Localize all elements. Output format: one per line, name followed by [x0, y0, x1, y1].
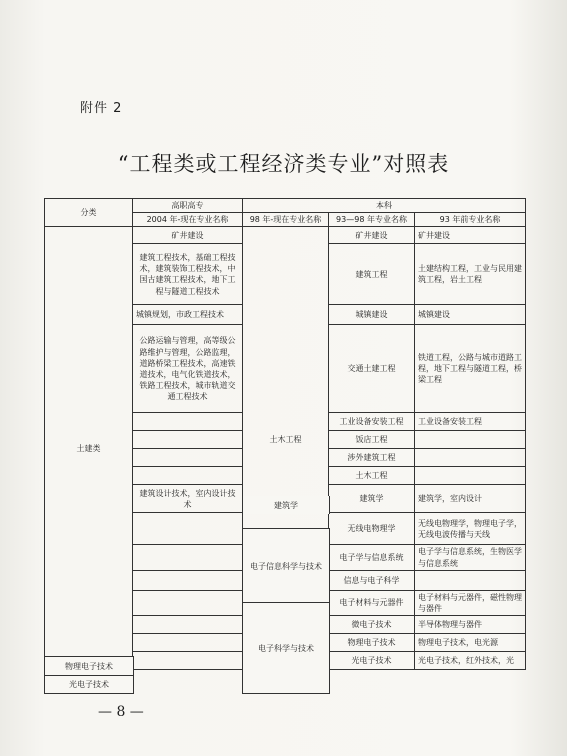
page-number: — 8 —: [98, 704, 144, 720]
empty-cell: [133, 634, 243, 652]
header-col-2004: 2004 年-现在专业名称: [133, 213, 243, 227]
cell-93-nonradio: 无线电物理学: [329, 513, 415, 545]
empty-cell: [133, 570, 243, 590]
cell-93-mining: 矿井建设: [329, 227, 415, 244]
cell-93-town: 城镇建设: [329, 305, 415, 325]
page-title: “工程类或工程经济类专业”对照表: [117, 152, 450, 176]
cell-p93-micro: 半导体物理与器件: [415, 616, 526, 634]
cell-p93-town: 城镇建设: [415, 305, 526, 325]
cell-93-infoe: 信息与电子科学: [329, 570, 415, 590]
empty-cell: [133, 616, 243, 634]
header-category: 分类: [45, 199, 133, 227]
cell-v-transport: 公路运输与管理，高等级公路维护与管理，公路监理，道路桥梁工程技术，高速铁道技术，电气化铁道技术，铁路工程技术，城市轨道交通工程技术: [133, 325, 243, 413]
empty-cell: [415, 570, 526, 590]
empty-cell: [415, 449, 526, 467]
empty-cell: [415, 467, 526, 485]
cell-93-arch: 建筑学: [329, 485, 415, 513]
header-undergrad: 本科: [243, 199, 526, 213]
cell-93-opto: 光电子技术: [329, 652, 415, 670]
cell-93-micro: 微电子技术: [329, 616, 415, 634]
category-civil: 土建类: [45, 227, 133, 670]
cell-93-building: 建筑工程: [329, 244, 415, 305]
empty-cell: [133, 590, 243, 615]
cell-p93-eis: 电子学与信息系统，生物医学与信息系统: [415, 545, 526, 570]
empty-cell: [133, 545, 243, 570]
empty-cell: [415, 431, 526, 449]
cell-93-transport: 交通土建工程: [329, 325, 415, 413]
cell-v-building: 建筑工程技术，基础工程技术，建筑装饰工程技术，中国古建筑工程技术，地下工程与隧道工程技术: [133, 244, 243, 305]
cell-p93-nonradio: 无线电物理学，物理电子学，无线电波传播与天线: [415, 513, 526, 545]
cell-93-civil: 土木工程: [329, 467, 415, 485]
empty-cell: [133, 449, 243, 467]
cell-v-mining: 矿井建设: [133, 227, 243, 244]
cell-93-foreign: 涉外建筑工程: [329, 449, 415, 467]
cell-v-design: 建筑设计技术，室内设计技术: [133, 485, 243, 513]
cell-p93-phys: 物理电子技术，电光源: [415, 634, 526, 652]
attachment-label: 附件 2: [80, 101, 123, 116]
cell-98-eis: 电子信息科学与技术: [242, 528, 330, 603]
empty-cell: [133, 413, 243, 431]
cell-p93-arch: 建筑学，室内设计: [415, 485, 526, 513]
empty-cell: [133, 467, 243, 485]
empty-cell: [133, 513, 243, 545]
cell-p93-building: 土建结构工程，工业与民用建筑工程，岩土工程: [415, 244, 526, 305]
cell-v-town: 城镇规划，市政工程技术: [133, 305, 243, 325]
cell-p93-mining: 矿井建设: [415, 227, 526, 244]
empty-cell: [133, 652, 243, 670]
cell-98-arch: 建筑学: [242, 496, 330, 514]
header-col-98: 98 年-现在专业名称: [243, 213, 329, 227]
cell-p93-install: 工业设备安装工程: [415, 413, 526, 431]
category-opto: 光电子技术: [44, 675, 134, 694]
cell-93-hotel: 饭店工程: [329, 431, 415, 449]
header-vocational: 高职高专: [133, 199, 243, 213]
cell-98-civil: 土木工程: [243, 227, 329, 652]
header-col-pre93: 93 年前专业名称: [415, 213, 526, 227]
cell-p93-materials: 电子材料与元器件，磁性物理与器件: [415, 590, 526, 615]
empty-cell: [133, 431, 243, 449]
cell-98-est: 电子科学与技术: [242, 602, 330, 694]
comparison-table: [44, 198, 525, 693]
category-phys: 物理电子技术: [44, 656, 134, 676]
cell-p93-opto: 光电子技术，红外技术，光: [415, 652, 526, 670]
cell-93-eis: 电子学与信息系统: [329, 545, 415, 570]
cell-93-phys: 物理电子技术: [329, 634, 415, 652]
cell-p93-transport: 铁道工程，公路与城市道路工程，地下工程与隧道工程，桥梁工程: [415, 325, 526, 413]
cell-93-install: 工业设备安装工程: [329, 413, 415, 431]
header-col-93-98: 93—98 年专业名称: [329, 213, 415, 227]
cell-93-materials: 电子材料与元器件: [329, 590, 415, 615]
